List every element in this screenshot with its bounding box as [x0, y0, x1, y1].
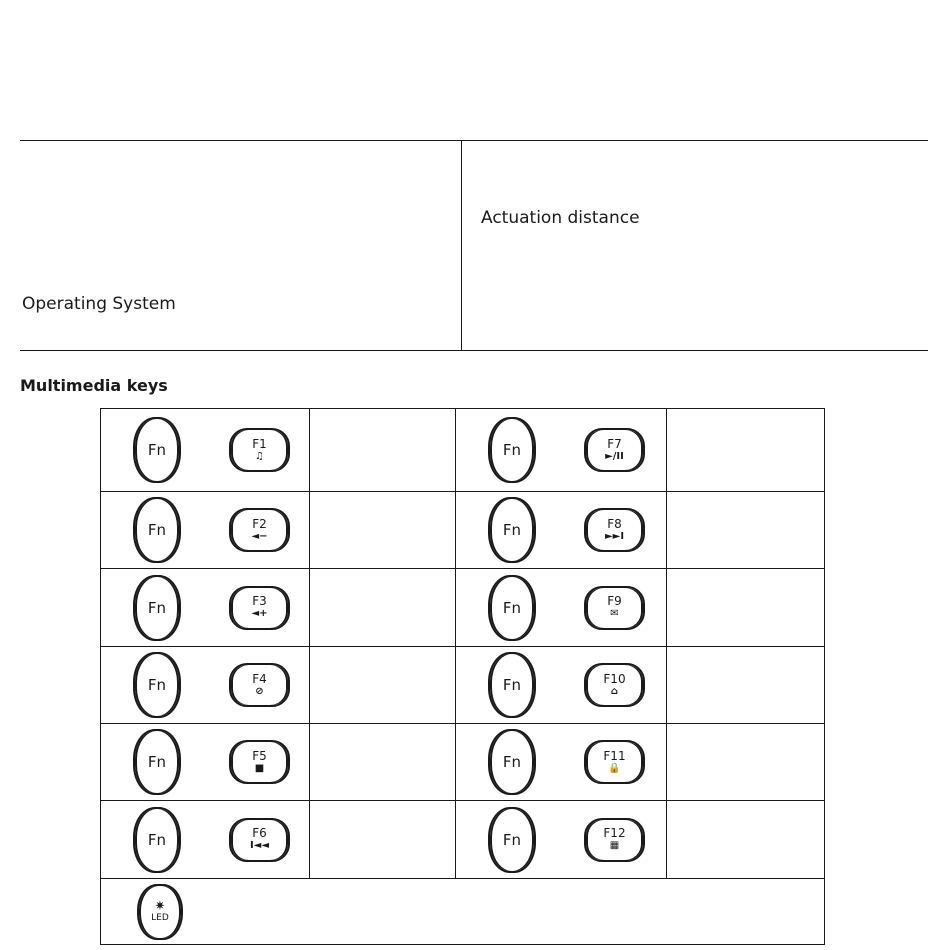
fn-key-label: Fn [147, 830, 167, 849]
key-combo [101, 569, 309, 646]
key-combo-cell [456, 492, 667, 569]
key-combo [101, 409, 309, 491]
function-description-cell [667, 569, 825, 647]
function-key-label: F6 [252, 826, 267, 840]
mute-icon: ⊘ [255, 685, 264, 697]
volume-down-icon: ◄− [251, 530, 268, 542]
key-combo-cell [456, 569, 667, 647]
function-description-cell [667, 801, 825, 879]
spec-table-divider [461, 141, 462, 351]
fn-key [488, 417, 536, 483]
fn-key-label: Fn [502, 598, 522, 617]
key-combo-cell [101, 492, 310, 569]
mail-icon: ✉ [610, 608, 619, 619]
next-track-icon: ►►I [604, 530, 625, 542]
fn-key [488, 575, 536, 641]
function-description-cell [667, 492, 825, 569]
key-combo-cell [456, 724, 667, 801]
fn-key-label: Fn [147, 598, 167, 617]
spec-operating-system-label: Operating System [22, 294, 176, 314]
function-description-cell [667, 647, 825, 724]
function-key [584, 428, 645, 472]
key-combo [456, 492, 666, 568]
function-key [229, 586, 290, 630]
led-key-label: LED [151, 913, 169, 923]
key-combo-cell [101, 409, 310, 492]
key-combo-cell [456, 409, 667, 492]
function-key [229, 818, 290, 862]
function-key-label: F12 [603, 826, 626, 840]
function-key [584, 586, 645, 630]
fn-key [133, 417, 181, 483]
table-row [101, 569, 825, 647]
function-key-label: F4 [252, 671, 267, 686]
calculator-icon: ▦ [609, 840, 620, 851]
key-combo-cell [101, 724, 310, 801]
volume-up-icon: ◄+ [251, 608, 268, 619]
multimedia-keys-table [100, 408, 825, 945]
key-combo [101, 647, 309, 723]
function-key [229, 740, 290, 784]
fn-key-label: Fn [502, 753, 522, 771]
key-combo-cell [456, 647, 667, 724]
function-key-label: F7 [607, 436, 622, 451]
stop-icon: ■ [254, 762, 265, 774]
fn-key [133, 807, 181, 873]
key-combo [456, 409, 666, 491]
table-row [101, 409, 825, 492]
fn-key [133, 652, 181, 718]
table-row-led [101, 879, 825, 945]
function-key-label: F1 [252, 436, 267, 451]
fn-key-label: Fn [147, 753, 167, 771]
function-key [229, 508, 290, 552]
function-key [229, 663, 290, 707]
function-key [229, 428, 290, 472]
function-description-cell [310, 801, 456, 879]
key-combo [456, 647, 666, 723]
spec-table-bottom-rule [20, 350, 928, 351]
fn-key [133, 729, 181, 795]
fn-key-label: Fn [147, 521, 167, 539]
key-combo [456, 569, 666, 646]
key-combo-cell [456, 801, 667, 879]
fn-key-label: Fn [502, 830, 522, 849]
function-key-label: F2 [252, 516, 267, 531]
led-key [137, 884, 183, 940]
spec-actuation-distance-label: Actuation distance [481, 208, 640, 228]
table-row [101, 647, 825, 724]
function-key-label: F10 [603, 671, 626, 686]
fn-key [133, 575, 181, 641]
function-key-label: F8 [607, 516, 622, 531]
fn-key-label: Fn [147, 676, 167, 694]
home-icon: ⌂ [610, 685, 619, 697]
backlight-icon: ✷ [154, 899, 166, 914]
function-key-label: F5 [252, 748, 267, 763]
key-combo-cell [101, 801, 310, 879]
key-combo [456, 724, 666, 800]
function-description-cell [310, 409, 456, 492]
section-heading-multimedia-keys: Multimedia keys [20, 376, 168, 395]
function-key-label: F9 [607, 594, 622, 608]
music-icon: ♫ [255, 450, 264, 462]
key-combo [101, 724, 309, 800]
fn-key [488, 729, 536, 795]
function-key-label: F11 [603, 748, 626, 763]
table-row [101, 492, 825, 569]
table-row [101, 724, 825, 801]
spec-table-top-rule [20, 140, 928, 141]
function-key [584, 740, 645, 784]
key-combo [101, 492, 309, 568]
function-description-cell [310, 647, 456, 724]
led-cell [101, 879, 825, 945]
fn-key [133, 497, 181, 563]
fn-key-label: Fn [502, 676, 522, 694]
function-description-cell [667, 724, 825, 801]
fn-key [488, 652, 536, 718]
function-key [584, 508, 645, 552]
function-key-label: F3 [252, 594, 267, 608]
fn-key [488, 497, 536, 563]
function-description-cell [310, 492, 456, 569]
key-combo [101, 801, 309, 878]
function-description-cell [310, 569, 456, 647]
key-combo-cell [101, 569, 310, 647]
function-key [584, 663, 645, 707]
play-pause-icon: ►/II [605, 450, 624, 462]
fn-key-label: Fn [502, 521, 522, 539]
key-combo-cell [101, 647, 310, 724]
function-description-cell [310, 724, 456, 801]
led-combo [101, 879, 824, 944]
fn-key-label: Fn [502, 441, 522, 459]
fn-key-label: Fn [147, 441, 167, 459]
function-key [584, 818, 645, 862]
previous-track-icon: I◄◄ [249, 840, 270, 851]
key-combo [456, 801, 666, 878]
function-description-cell [667, 409, 825, 492]
fn-key [488, 807, 536, 873]
table-row [101, 801, 825, 879]
lock-icon: 🔒 [608, 762, 621, 774]
